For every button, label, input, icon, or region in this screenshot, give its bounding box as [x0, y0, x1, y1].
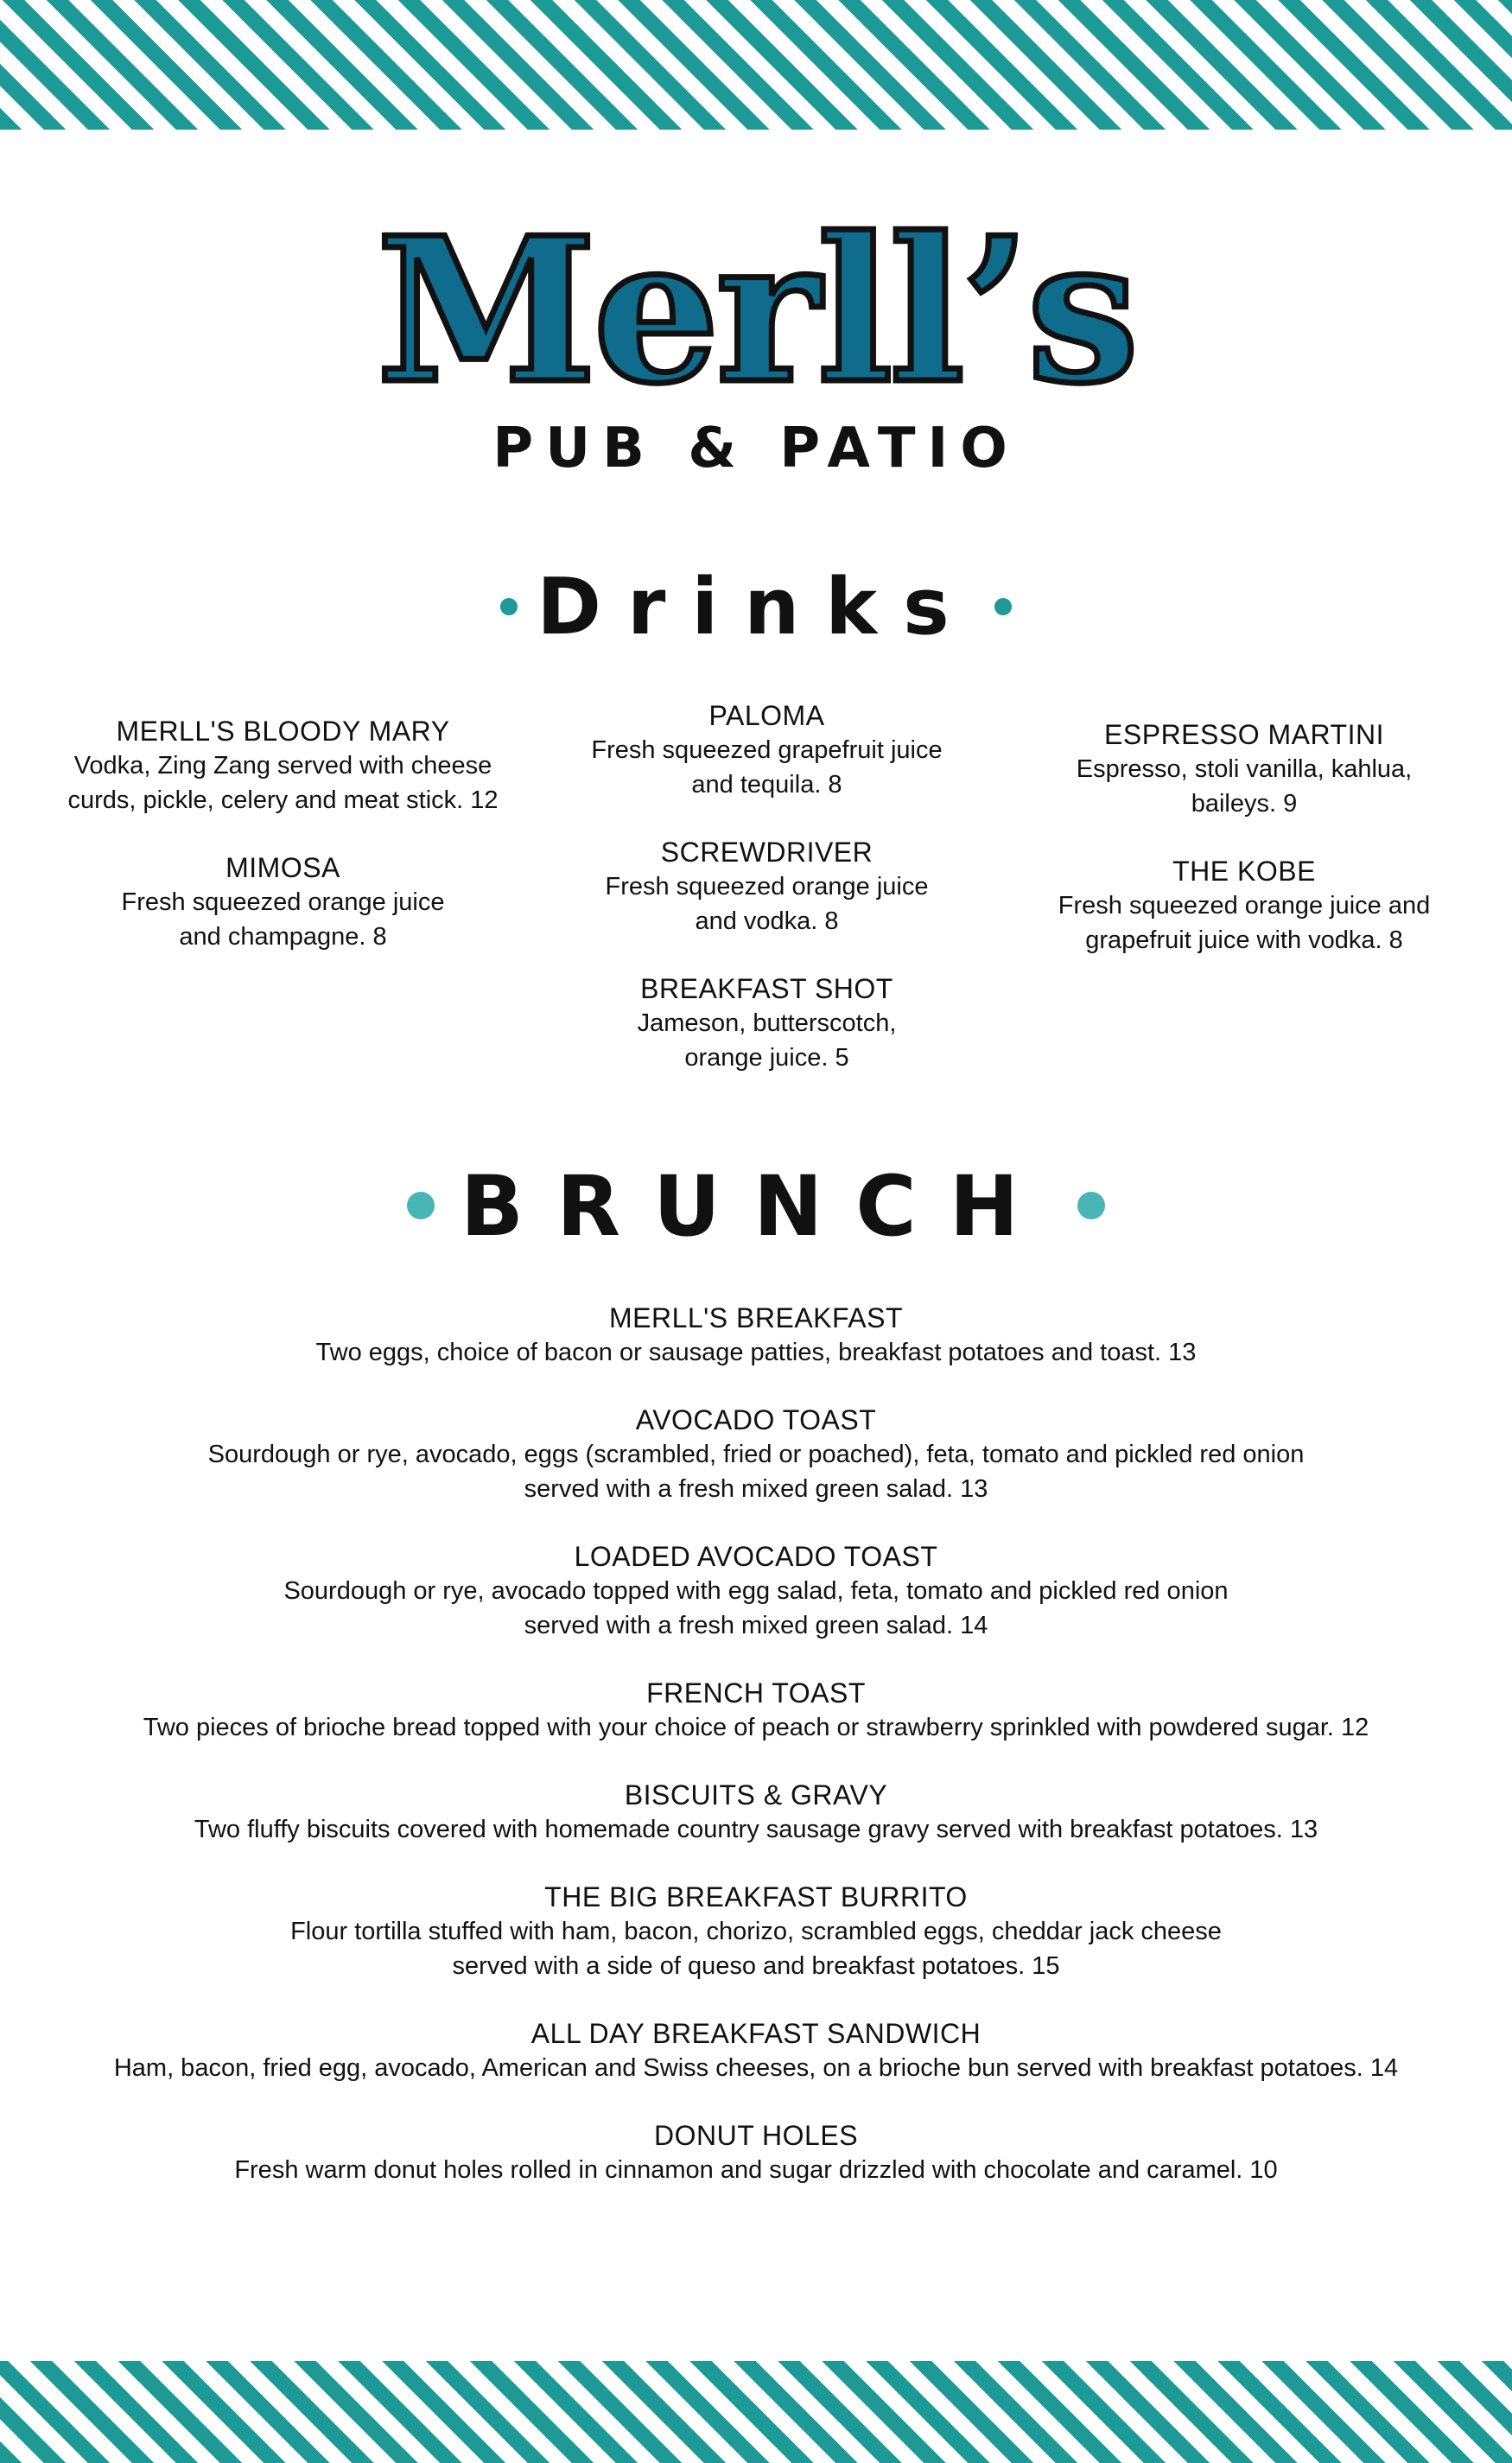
logo-subtitle: PUB & PATIO [492, 417, 1020, 481]
bullet-dot-icon [994, 598, 1012, 615]
menu-item-description [52, 2153, 1460, 2187]
menu-item [52, 1880, 1460, 1983]
logo-name: Merll’s [376, 194, 1136, 428]
menu-item-name: FRENCH TOAST [646, 1677, 866, 1709]
menu-item-name: AVOCADO TOAST [635, 1404, 877, 1435]
menu-item-name: DONUT HOLES [653, 2120, 859, 2151]
menu-item-description-line: curds, pickle, celery and meat stick. 12 [67, 786, 499, 814]
menu-item-description-line: Fresh squeezed orange juice [121, 888, 445, 916]
menu-item-description-line: orange juice. 5 [684, 1044, 849, 1072]
menu-item [52, 1778, 1460, 1847]
menu-item-name: THE KOBE [1172, 856, 1316, 887]
menu-item-description-line: Fresh squeezed grapefruit juice [591, 736, 943, 764]
menu-item [523, 835, 1011, 939]
menu-item-description [52, 1812, 1460, 1847]
menu-item-name: THE BIG BREAKFAST BURRITO [544, 1881, 968, 1912]
menu-item-description [1007, 888, 1482, 958]
menu-item [52, 1301, 1460, 1370]
menu-item [52, 1403, 1460, 1506]
drinks-title-text: Drinks [537, 562, 975, 652]
menu-item-description-line: Ham, bacon, fried egg, avocado, American and Swiss cheeses, on a brioche bun served with breakfast potatoes. 14 [113, 2054, 1399, 2082]
logo [0, 194, 1512, 481]
menu-item-name: LOADED AVOCADO TOAST [574, 1541, 938, 1572]
brunch-section-title [0, 1158, 1512, 1255]
menu-item-description-line: Flour tortilla stuffed with ham, bacon, chorizo, scrambled eggs, cheddar jack cheese [290, 1918, 1222, 1945]
menu-item-description-line: Sourdough or rye, avocado topped with egg salad, feta, tomato and pickled red onion [283, 1577, 1229, 1605]
menu-item-description [52, 1335, 1460, 1370]
menu-item-description-line: served with a fresh mixed green salad. 14 [524, 1612, 988, 1639]
menu-item-description [52, 1914, 1460, 1983]
menu-item-description-line: Two eggs, choice of bacon or sausage patties, breakfast potatoes and toast. 13 [315, 1339, 1197, 1366]
menu-item-description-line: Jameson, butterscotch, [637, 1009, 897, 1037]
menu-item-description [523, 733, 1011, 802]
brunch-title-text: BRUNCH [460, 1158, 1052, 1255]
bullet-dot-icon [500, 598, 518, 615]
top-stripe-band [0, 0, 1512, 130]
menu-item-description [48, 748, 518, 818]
menu-item [48, 714, 518, 818]
menu-item-name: MERLL'S BREAKFAST [608, 1302, 904, 1333]
menu-item-description [52, 2051, 1460, 2085]
menu-item-name: BREAKFAST SHOT [640, 973, 893, 1004]
bottom-stripe-band [0, 2361, 1512, 2463]
menu-item [48, 850, 518, 954]
menu-item-description-line: Fresh warm donut holes rolled in cinnamon and sugar drizzled with chocolate and caramel. 10 [234, 2156, 1278, 2184]
menu-item-name: MERLL'S BLOODY MARY [116, 716, 450, 747]
menu-item-description [1007, 752, 1482, 821]
menu-item-name: ESPRESSO MARTINI [1104, 719, 1384, 750]
menu-item-name: PALOMA [708, 700, 825, 731]
menu-item-description [48, 885, 518, 954]
menu-item-description-line: and vodka. 8 [695, 907, 839, 935]
menu-item-description-line: Vodka, Zing Zang served with cheese [73, 752, 492, 780]
menu-item-description-line: baileys. 9 [1191, 790, 1298, 818]
menu-item-description-line: Espresso, stoli vanilla, kahlua, [1076, 755, 1413, 783]
menu-item-description [523, 1006, 1011, 1075]
menu-item-description-line: Two pieces of brioche bread topped with your choice of peach or strawberry sprinkled with powdered sugar. 12 [143, 1714, 1369, 1741]
menu-item-description-line: served with a fresh mixed green salad. 13 [524, 1475, 988, 1503]
menu-item-name: SCREWDRIVER [660, 837, 874, 868]
menu-item [1007, 717, 1482, 821]
menu-item [1007, 854, 1482, 958]
menu-item-name: MIMOSA [226, 852, 340, 883]
bullet-dot-icon [407, 1192, 435, 1219]
menu-item [523, 971, 1011, 1075]
menu-item-description [52, 1437, 1460, 1506]
menu-item [523, 698, 1011, 802]
menu-item [52, 2016, 1460, 2085]
drinks-column-right [1007, 717, 1482, 990]
menu-item-name: BISCUITS & GRAVY [624, 1779, 888, 1811]
menu-item-description-line: and tequila. 8 [691, 771, 842, 799]
menu-item [52, 1539, 1460, 1643]
menu-item-description-line: Fresh squeezed orange juice [605, 873, 929, 901]
menu-item-description [52, 1710, 1460, 1745]
drinks-column-left [48, 714, 518, 987]
menu-item-description-line: grapefruit juice with vodka. 8 [1085, 926, 1403, 954]
menu-item-description-line: Sourdough or rye, avocado, eggs (scrambled, fried or poached), feta, tomato and pickled red onion [207, 1441, 1305, 1468]
brunch-list [52, 1301, 1460, 2220]
menu-item [52, 1676, 1460, 1745]
drinks-column-middle [523, 698, 1011, 1108]
menu-item-description-line: served with a side of queso and breakfast potatoes. 15 [452, 1952, 1060, 1980]
menu-item-description [52, 1574, 1460, 1643]
drinks-section-title [0, 562, 1512, 652]
bullet-dot-icon [1077, 1192, 1105, 1219]
menu-item-name: ALL DAY BREAKFAST SANDWICH [530, 2018, 982, 2049]
menu-item-description-line: Fresh squeezed orange juice and [1058, 892, 1431, 920]
menu-item-description-line: and champagne. 8 [179, 923, 387, 951]
menu-item [52, 2118, 1460, 2187]
menu-item-description [523, 869, 1011, 939]
menu-item-description-line: Two fluffy biscuits covered with homemade country sausage gravy served with breakfast potatoes. 13 [194, 1816, 1318, 1843]
